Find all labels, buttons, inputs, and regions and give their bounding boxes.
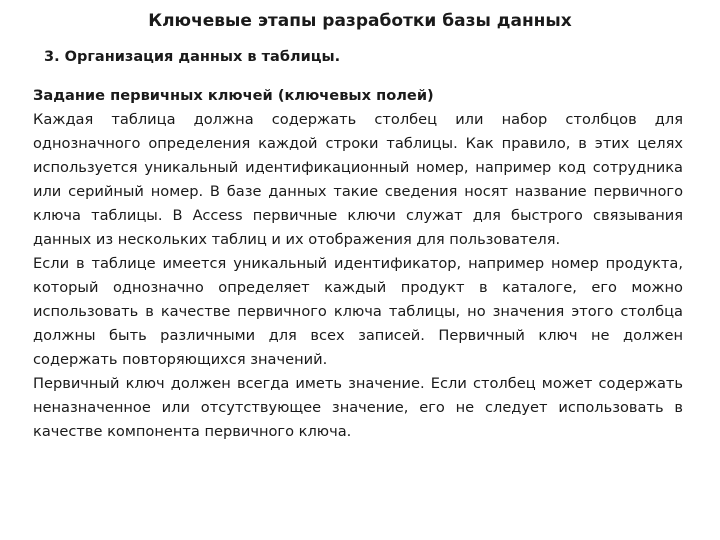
paragraph-1: Каждая таблица должна содержать столбец или набор столбцов для однозначного определения каждой строки таблицы. Как правило, в этих целях используется уникальный идентификационный номер, например код сотрудника или серийный номер. В базе данных такие сведения носят название первичного ключа таблицы. В Access первичные ключи служат для быстрого связывания данных из нескольких таблиц и их отображения для пользователя. (33, 111, 683, 248)
slide-subtitle: 3. Организация данных в таблицы. (44, 49, 341, 65)
slide-body (33, 84, 683, 444)
paragraph-3: Первичный ключ должен всегда иметь значение. Если столбец может содержать неназначенное или отсутствующее значение, его не следует использовать в качестве компонента первичного ключа. (33, 375, 683, 440)
paragraph-2: Если в таблице имеется уникальный идентификатор, например номер продукта, который однозначно определяет каждый продукт в каталоге, его можно использовать в качестве первичного ключа таблицы, но значения этого столбца должны быть различными для всех записей. Первичный ключ не должен содержать повторяющихся значений. (33, 255, 683, 368)
section-heading: Задание первичных ключей (ключевых полей) (33, 87, 434, 104)
slide-title: Ключевые этапы разработки базы данных (148, 11, 572, 31)
